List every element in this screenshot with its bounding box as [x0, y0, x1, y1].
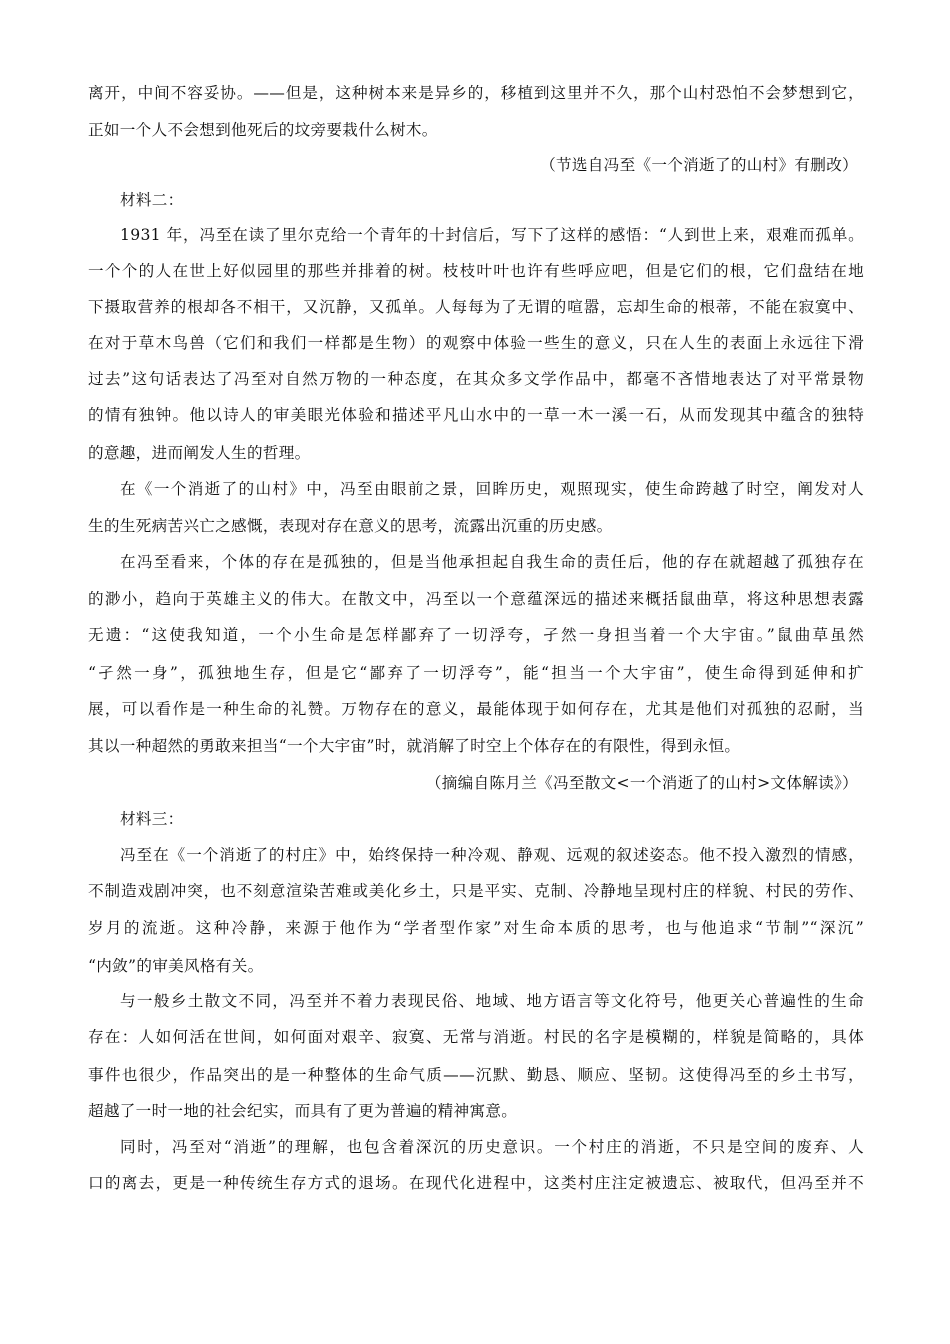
text-line: 一个个的人在世上好似园里的那些并排着的树。枝枝叶叶也许有些呼应吧，但是它们的根，它们盘结在地	[88, 262, 864, 280]
text-line: 过去”这句话表达了冯至对自然万物的一种态度，在其众多文学作品中，都毫不吝惜地表达了对平常景物	[88, 370, 864, 388]
text-line: 在对于草木鸟兽（它们和我们一样都是生物）的观察中体验一些生的意义，只在人生的表面上永远往下滑	[88, 334, 864, 352]
text-line: 事件也很少，作品突出的是一种整体的生命气质——沉默、勤恳、顺应、坚韧。这使得冯至的乡土书写，	[88, 1066, 864, 1084]
text-line: 口的离去，更是一种传统生存方式的退场。在现代化进程中，这类村庄注定被遗忘、被取代，但冯至并不	[88, 1174, 864, 1192]
text-line: 同时，冯至对“消逝”的理解，也包含着深沉的历史意识。一个村庄的消逝，不只是空间的废弃、人	[120, 1138, 864, 1156]
text-line: 的渺小，趋向于英雄主义的伟大。在散文中，冯至以一个意蕴深远的描述来概括鼠曲草，将这种思想表露	[88, 590, 864, 608]
source-citation: （摘编自陈月兰《冯至散文<一个消逝了的山村>文体解读》）	[425, 774, 858, 792]
text-line: “孑然一身”，孤独地生存，但是它“鄙弃了一切浮夸”，能“担当一个大宇宙”，使生命得到延伸和扩	[88, 664, 864, 682]
source-citation: （节选自冯至《一个消逝了的山村》有删改）	[540, 156, 858, 174]
text-line: 正如一个人不会想到他死后的坟旁要栽什么树木。	[88, 121, 438, 139]
text-line: 存在：人如何活在世间，如何面对艰辛、寂寞、无常与消逝。村民的名字是模糊的，样貌是简略的，具体	[88, 1028, 864, 1046]
text-line: 在冯至看来，个体的存在是孤独的，但是当他承担起自我生命的责任后，他的存在就超越了孤独存在	[120, 553, 864, 571]
section-heading: 材料三：	[120, 810, 184, 828]
text-line: 在《一个消逝了的山村》中，冯至由眼前之景，回眸历史，观照现实，使生命跨越了时空，阐发对人	[120, 480, 864, 498]
text-line: 其以一种超然的勇敢来担当“一个大宇宙”时，就消解了时空上个体存在的有限性，得到永恒。	[88, 737, 741, 755]
text-line: 超越了一时一地的社会纪实，而具有了更为普遍的精神寓意。	[88, 1102, 518, 1120]
text-line: 离开，中间不容妥协。——但是，这种树本来是异乡的，移植到这里并不久，那个山村恐怕不会梦想到它，	[88, 84, 864, 102]
text-line: 1931 年，冯至在读了里尔克给一个青年的十封信后，写下了这样的感悟：“人到世上来，艰难而孤单。	[120, 226, 864, 244]
text-line: 无遗：“这使我知道，一个小生命是怎样鄙弃了一切浮夸，孑然一身担当着一个大宇宙。”鼠曲草虽然	[88, 626, 864, 644]
text-line: “内敛”的审美风格有关。	[88, 957, 264, 975]
text-line: 展，可以看作是一种生命的礼赞。万物存在的意义，最能体现于如何存在，尤其是他们对孤独的忍耐，当	[88, 700, 864, 718]
text-line: 的意趣，进而阐发人生的哲理。	[88, 444, 311, 462]
text-line: 生的生死病苦兴亡之感慨，表现对存在意义的思考，流露出沉重的历史感。	[88, 517, 613, 535]
text-line: 下摄取营养的根却各不相干，又沉静，又孤单。人每每为了无谓的喧嚣，忘却生命的根蒂，不能在寂寞中、	[88, 298, 864, 316]
text-line: 冯至在《一个消逝了的村庄》中，始终保持一种冷观、静观、远观的叙述姿态。他不投入激烈的情感，	[120, 846, 864, 864]
text-line: 不制造戏剧冲突，也不刻意渲染苦难或美化乡土，只是平实、克制、冷静地呈现村庄的样貌、村民的劳作、	[88, 882, 864, 900]
text-line: 的情有独钟。他以诗人的审美眼光体验和描述平凡山水中的一草一木一溪一石，从而发现其中蕴含的独特	[88, 406, 864, 424]
text-line: 与一般乡土散文不同，冯至并不着力表现民俗、地域、地方语言等文化符号，他更关心普遍性的生命	[120, 992, 864, 1010]
text-line: 岁月的流逝。这种冷静，来源于他作为“学者型作家”对生命本质的思考，也与他追求“节制”“深沉”	[88, 919, 864, 937]
section-heading: 材料二：	[120, 191, 184, 209]
